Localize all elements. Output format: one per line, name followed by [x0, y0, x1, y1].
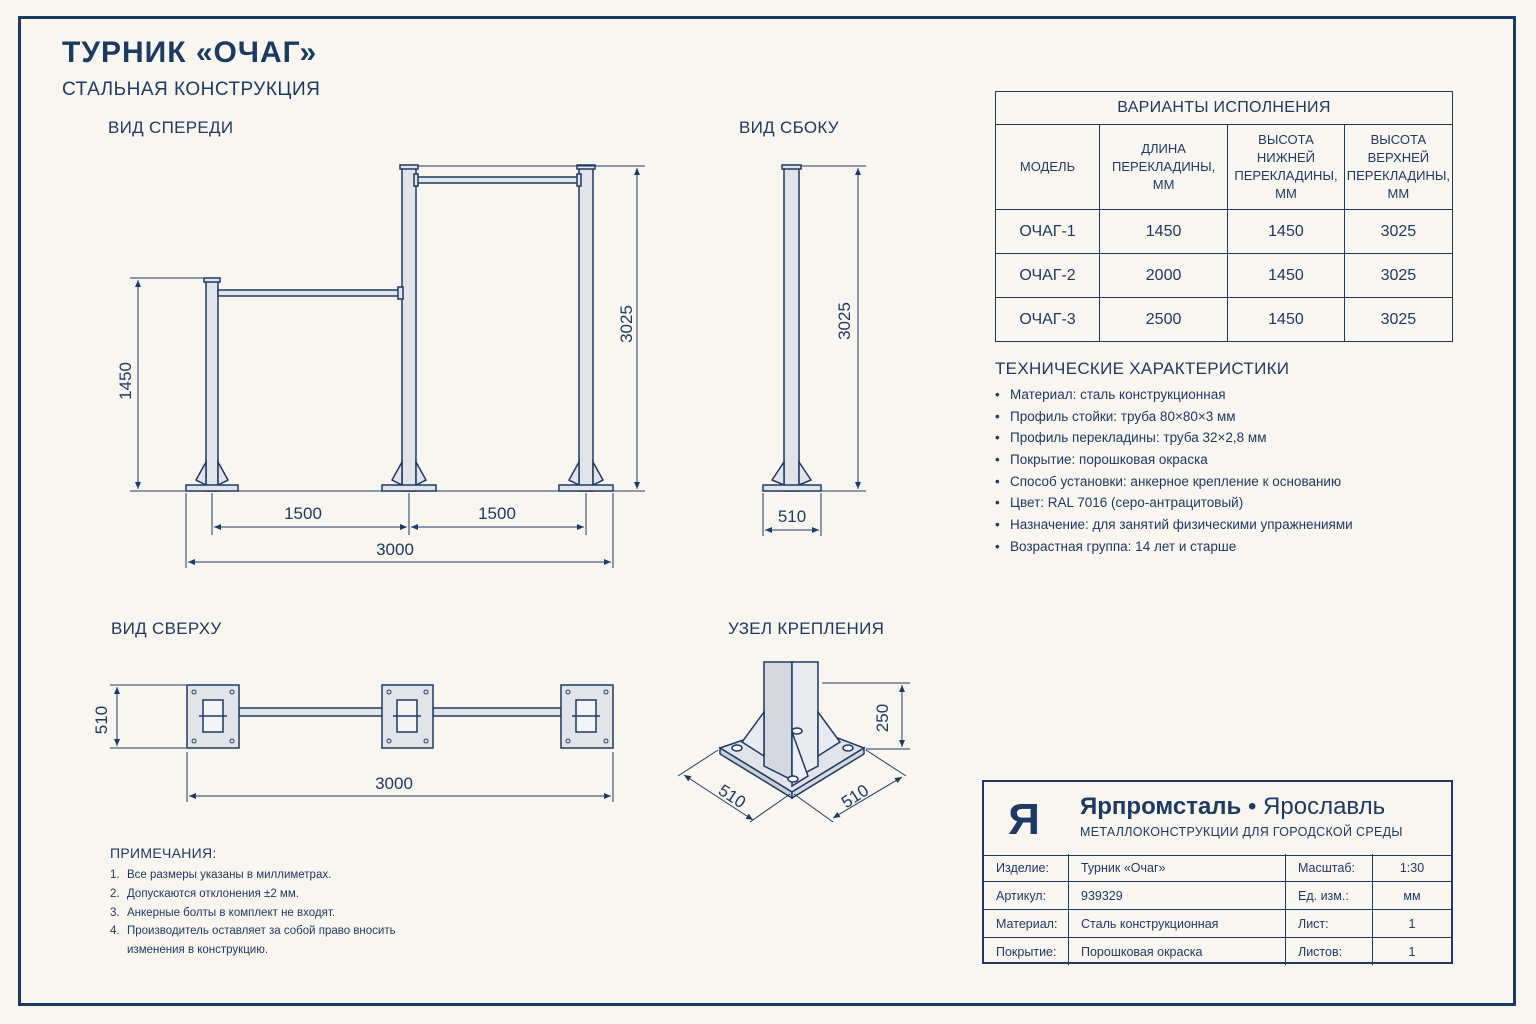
- stamp-label: Артикул:: [984, 882, 1069, 910]
- table-cell: 3025: [1344, 254, 1452, 298]
- front-view: [186, 165, 614, 491]
- list-item: • Способ установки: анкерное крепление к основанию: [995, 471, 1353, 493]
- top-plate-right: [561, 685, 613, 748]
- stamp-label: Изделие:: [984, 854, 1069, 882]
- note-text: Все размеры указаны в миллиметрах.: [127, 869, 332, 881]
- stamp-value: 1: [1373, 938, 1452, 966]
- stamp-value: Сталь конструкционная: [1069, 910, 1286, 938]
- title-block: [982, 780, 1453, 964]
- dim-high-height: 3025: [617, 305, 636, 343]
- list-item: • Профиль стойки: труба 80×80×3 мм: [995, 406, 1353, 428]
- variants-col-high-height: ВЫСОТА ВЕРХНЕЙ ПЕРЕКЛАДИНЫ, ММ: [1344, 125, 1452, 210]
- table-row: [996, 210, 1453, 254]
- side-view: [763, 165, 821, 491]
- company-tagline: МЕТАЛЛОКОНСТРУКЦИИ ДЛЯ ГОРОДСКОЙ СРЕДЫ: [1080, 825, 1403, 839]
- company-logo-icon: [1006, 796, 1042, 840]
- table-cell: 1450: [1100, 210, 1228, 254]
- post-face-left: [764, 662, 792, 780]
- right-post: [559, 165, 613, 491]
- dim-node-height: 250: [873, 703, 892, 733]
- top-view-label: ВИД СВЕРХУ: [111, 619, 222, 638]
- stamp-value: мм: [1373, 882, 1452, 910]
- dim-total-front: 3000: [376, 540, 414, 559]
- table-cell: 1450: [1228, 254, 1345, 298]
- low-bar: [218, 290, 402, 296]
- variants-col-model: МОДЕЛЬ: [996, 125, 1100, 210]
- top-plate-left: [187, 685, 239, 748]
- list-item: • Профиль перекладины: труба 32×2,8 мм: [995, 427, 1353, 449]
- stamp-label: Лист:: [1286, 910, 1373, 938]
- low-bar-clamp: [398, 287, 403, 299]
- page-subtitle: СТАЛЬНАЯ КОНСТРУКЦИЯ: [62, 79, 321, 100]
- stamp-value: Турник «Очаг»: [1069, 854, 1286, 882]
- stamp-label: Масштаб:: [1286, 854, 1373, 882]
- front-view-label: ВИД СПЕРЕДИ: [108, 118, 234, 137]
- table-row: [984, 938, 1451, 966]
- stamp-value: 1: [1373, 910, 1452, 938]
- table-row: [996, 298, 1453, 342]
- stamp-value: 939329: [1069, 882, 1286, 910]
- top-bar-right: [433, 708, 561, 716]
- title-block-header: [984, 782, 1451, 856]
- dim-span-1: 1500: [284, 504, 322, 523]
- tech-list: [995, 384, 1353, 558]
- table-cell: ОЧАГ-3: [996, 298, 1100, 342]
- note-text: Производитель оставляет за собой право вносить изменения в конструкцию.: [127, 925, 396, 957]
- stamp-label: Материал:: [984, 910, 1069, 938]
- list-item: 4. Производитель оставляет за собой право вносить изменения в конструкцию.: [110, 922, 410, 960]
- table-cell: 1450: [1228, 298, 1345, 342]
- table-row: [984, 854, 1451, 882]
- list-item: • Материал: сталь конструкционная: [995, 384, 1353, 406]
- note-text: Допускаются отклонения ±2 мм.: [127, 887, 299, 900]
- dim-node-base-a: 510: [714, 780, 750, 813]
- node-view: [720, 662, 864, 798]
- tech-title: ТЕХНИЧЕСКИЕ ХАРАКТЕРИСТИКИ: [995, 359, 1290, 378]
- company-line: [1080, 793, 1385, 821]
- node-view-label: УЗЕЛ КРЕПЛЕНИЯ: [728, 619, 885, 638]
- high-bar: [416, 177, 579, 183]
- list-item: • Возрастная группа: 14 лет и старше: [995, 536, 1353, 558]
- middle-post: [382, 165, 436, 491]
- note-text: Анкерные болты в комплект не входят.: [127, 906, 336, 919]
- table-row: [996, 254, 1453, 298]
- company-city: • Ярославль: [1247, 793, 1386, 820]
- stamp-value: Порошковая окраска: [1069, 938, 1286, 966]
- top-bar-left: [239, 708, 383, 716]
- table-cell: 1450: [1228, 210, 1345, 254]
- title-block-table: [984, 854, 1451, 965]
- list-item: • Назначение: для занятий физическими упражнениями: [995, 514, 1353, 536]
- variants-caption: ВАРИАНТЫ ИСПОЛНЕНИЯ: [996, 92, 1453, 125]
- stamp-label: Покрытие:: [984, 938, 1069, 966]
- list-item: • Цвет: RAL 7016 (серо-антрацитовый): [995, 492, 1353, 514]
- page-title: ТУРНИК «ОЧАГ»: [62, 36, 318, 69]
- list-item: • Покрытие: порошковая окраска: [995, 449, 1353, 471]
- dim-span-2: 1500: [478, 504, 516, 523]
- variants-table: [995, 91, 1453, 342]
- top-view: [187, 685, 613, 748]
- dim-top-total: 3000: [375, 774, 413, 793]
- dim-node-base-b: 510: [837, 780, 873, 813]
- table-row: [984, 882, 1451, 910]
- list-item: 2. Допускаются отклонения ±2 мм.: [110, 885, 410, 904]
- dim-side-height: 3025: [835, 302, 854, 340]
- company-name: Ярпромсталь: [1080, 793, 1242, 820]
- side-view-label: ВИД СБОКУ: [739, 118, 839, 137]
- list-item: 3. Анкерные болты в комплект не входят.: [110, 904, 410, 923]
- table-cell: 3025: [1344, 210, 1452, 254]
- table-cell: ОЧАГ-2: [996, 254, 1100, 298]
- notes-list: [110, 866, 410, 960]
- top-dimensions: [110, 685, 613, 802]
- logo-letter: Я: [1008, 796, 1040, 840]
- stamp-value: 1:30: [1373, 854, 1452, 882]
- dim-top-width: 510: [92, 705, 111, 735]
- dim-low-height: 1450: [116, 362, 135, 400]
- table-cell: 3025: [1344, 298, 1452, 342]
- variants-col-low-height: ВЫСОТА НИЖНЕЙ ПЕРЕКЛАДИНЫ, ММ: [1228, 125, 1345, 210]
- table-cell: 2500: [1100, 298, 1228, 342]
- stamp-label: Листов:: [1286, 938, 1373, 966]
- top-plate-middle: [382, 685, 433, 748]
- stamp-label: Ед. изм.:: [1286, 882, 1373, 910]
- table-cell: 2000: [1100, 254, 1228, 298]
- list-item: 1. Все размеры указаны в миллиметрах.: [110, 866, 410, 885]
- table-row: [984, 910, 1451, 938]
- low-post: [186, 278, 238, 491]
- variants-col-length: ДЛИНА ПЕРЕКЛАДИНЫ, ММ: [1100, 125, 1228, 210]
- table-cell: ОЧАГ-1: [996, 210, 1100, 254]
- notes-title: ПРИМЕЧАНИЯ:: [110, 845, 217, 861]
- dim-side-base: 510: [777, 507, 807, 526]
